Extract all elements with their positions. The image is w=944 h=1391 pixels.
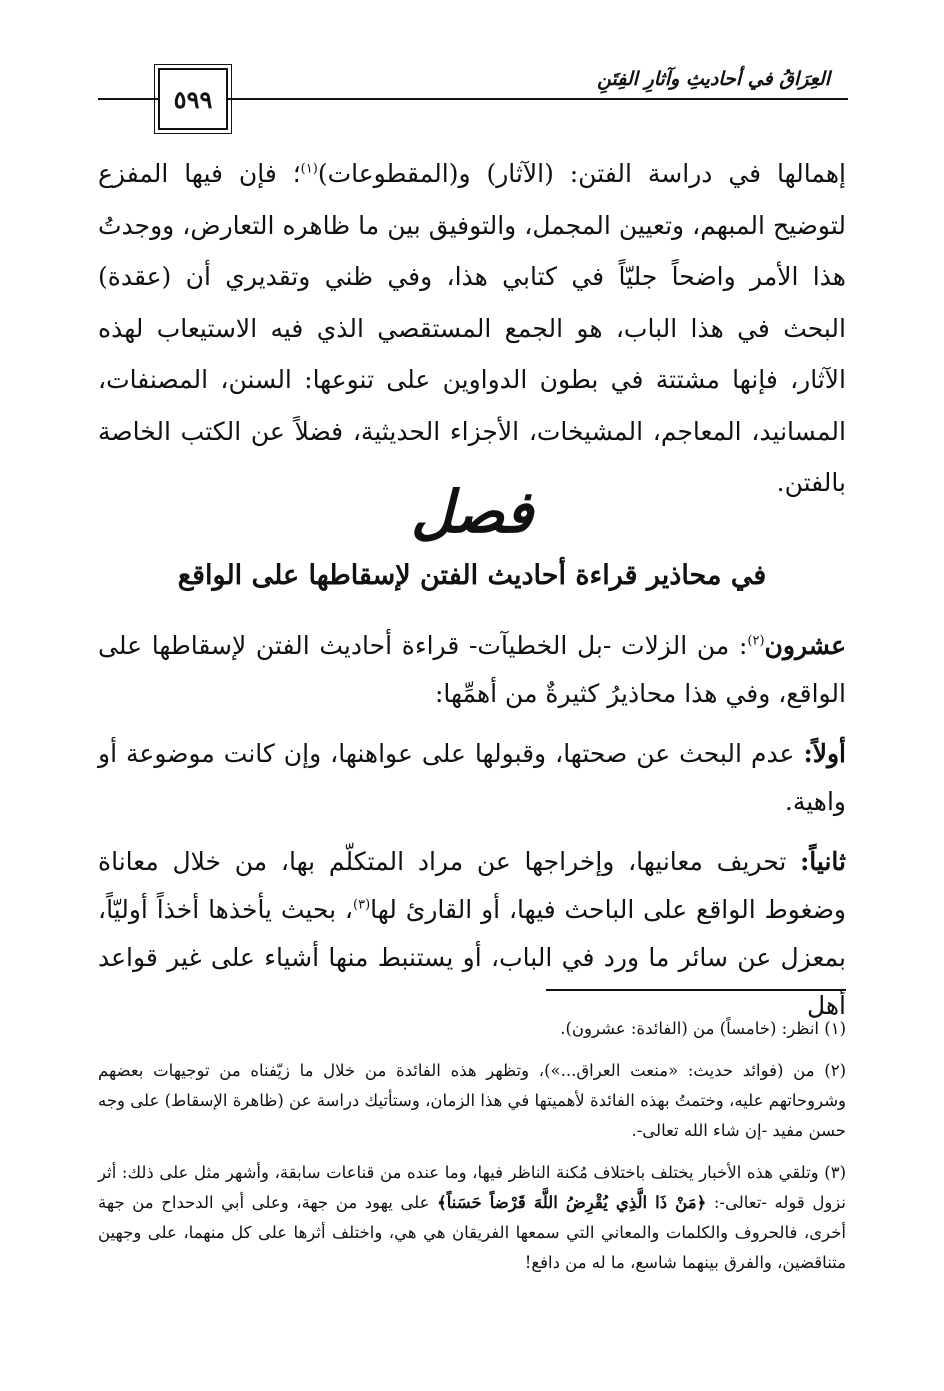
paragraph-text: ؛ فإن فيها المفزع لتوضيح المبهم، وتعيين المجمل، والتوفيق بين ما ظاهره التعارض، ووجدتُ هذا الأمر واضحاً جليّاً في كتابي هذا، وفي ظني وتقديري أن (عقدة) البحث في هذا الباب، هو الجمع المستقصي الذي فيه الاستيعاب لهذه الآثار، فإنها مشتتة في بطون الدواوين على تنوعها: السنن، المصنفات، المسانيد، المعاجم، المشيخات، الأجزاء الحديثية، فضلاً عن الكتب الخاصة بالفتن. xyxy=(98,159,846,497)
point-text: تحريف معانيها، وإخراجها عن مراد المتكلّم بها، من خلال معاناة وضغوط الواقع على الباحث فيها، أو القارئ لها xyxy=(98,847,846,924)
point-second xyxy=(98,838,846,1030)
point-text: : من الزلات -بل الخطيآت- قراءة أحاديث الفتن لإسقاطها على الواقع، وفي هذا محاذيرُ كثيرةٌ من أهمِّها: xyxy=(98,631,846,708)
point-text: ، بحيث يأخذها أخذاً أوليّاً، بمعزل عن سائر ما ورد في الباب، أو يستنبط منها أشياء على غير قواعد أهل xyxy=(98,895,846,1020)
section-points xyxy=(98,622,846,1042)
opening-paragraph xyxy=(98,148,846,509)
footnote-marker: (٢) xyxy=(747,633,765,649)
point-intro xyxy=(98,622,846,718)
footnote-2: (٢) من (فوائد حديث: «منعت العراق...»)، وتظهر هذه الفائدة من خلال ما زيّفناه من توجيهات بعضهم وشروحاتهم عليه، وختمتُ بهذه الفائدة لأهميتها في هذا الزمان، وستأتيك دراسة عن (ظاهرة الإسقاط) على وجه حسن مفيد -إن شاء الله تعالى-. xyxy=(98,1061,846,1140)
page-number: ٥٩٩ xyxy=(158,68,228,130)
footnote-marker: (١) xyxy=(300,161,318,177)
page-header xyxy=(98,60,848,130)
footnote-marker: (٣) xyxy=(353,897,371,913)
point-lead: ثانياً: xyxy=(800,847,846,876)
footnote-3 xyxy=(98,1158,846,1278)
running-title: العِرَاقُ في أحاديثِ وآثارِ الفِتَنِ xyxy=(589,68,838,90)
point-text: عدم البحث عن صحتها، وقبولها على عواهنها، وإن كانت موضوعة أو واهية. xyxy=(98,739,846,816)
footnotes xyxy=(98,1014,846,1290)
footnote-rule xyxy=(546,989,846,991)
quran-quote: ﴿مَنْ ذَا الَّذِي يُقْرِضُ اللَّهَ قَرْضاً حَسَناً﴾ xyxy=(437,1193,707,1212)
point-lead: أولاً: xyxy=(803,739,846,768)
paragraph-text: إهمالها في دراسة الفتن: (الآثار) و(المقطوعات) xyxy=(317,159,846,188)
section-heading: فصل xyxy=(411,478,533,546)
paragraph xyxy=(98,148,846,509)
footnote-1: (١) انظر: (خامساً) من (الفائدة: عشرون). xyxy=(560,1019,846,1038)
footnote-text: على يهود من جهة، وعلى أبي الدحداح من جهة أخرى، فالحروف والكلمات والمعاني التي سمعها الفريقان هي هي، واختلف أثرها على كل منهما، على وجهين متناقضين، والفرق بينهما شاسع، ما له من دافع! xyxy=(98,1193,846,1272)
point-lead: عشرون xyxy=(764,631,846,660)
footnote-text: (٣) وتلقي هذه الأخبار يختلف باختلاف مُكنة الناظر فيها، وما عنده من قناعات سابقة، وأشهر مثل على ذلك: أثر نزول قوله -تعالى-: xyxy=(98,1163,847,1212)
section-subtitle: في محاذير قراءة أحاديث الفتن لإسقاطها على الواقع xyxy=(177,560,767,591)
point-first xyxy=(98,730,846,826)
